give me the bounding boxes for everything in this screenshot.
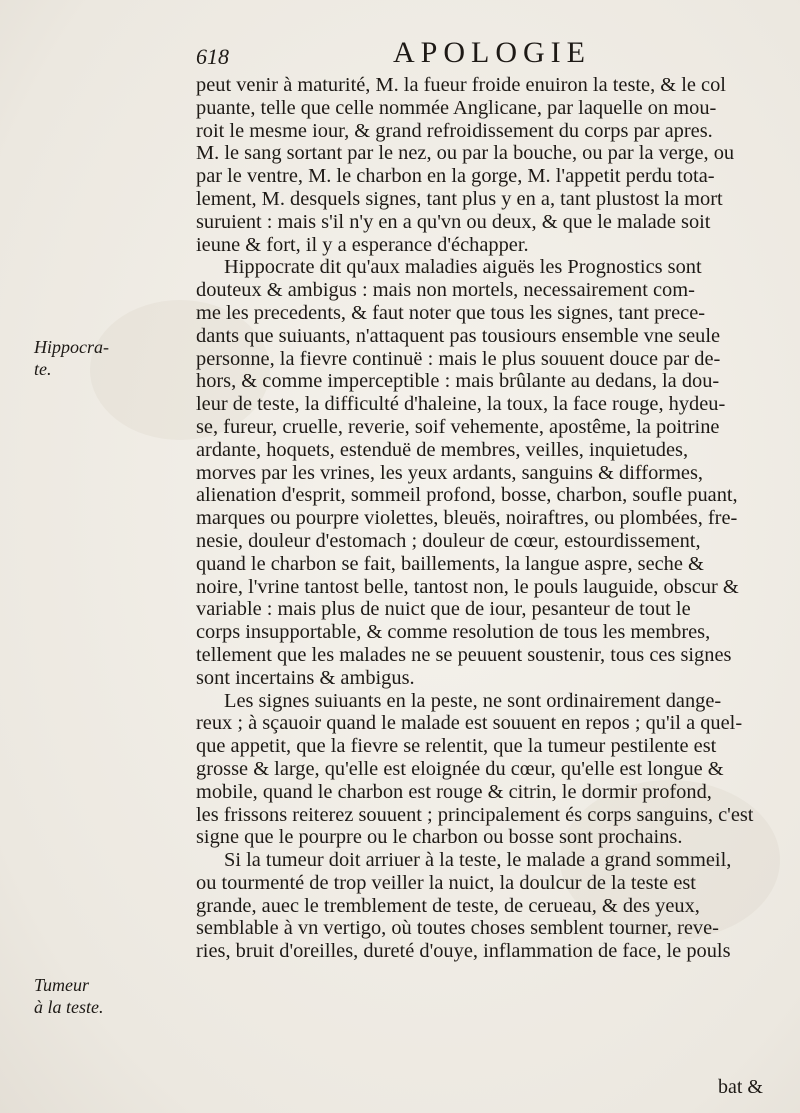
- margin-note-hippocrate: [34, 336, 154, 380]
- text-line: dants que suiuants, n'attaquent pas tousiours ensemble vne seule: [196, 324, 721, 347]
- text-line: ardante, hoquets, estenduë de membres, veilles, inquietudes,: [196, 438, 689, 461]
- page-header: [188, 34, 748, 70]
- text-line: Si la tumeur doit arriuer à la teste, le malade a grand sommeil,: [224, 849, 732, 872]
- text-line: tellement que les malades ne se peuuent soustenir, tous ces signes: [196, 643, 732, 666]
- text-line: sont incertains & ambigus.: [196, 666, 415, 689]
- margin-note-line: Tumeur: [34, 975, 90, 995]
- text-line: roit le mesme iour, & grand refroidissement du corps par apres.: [196, 119, 713, 142]
- margin-note-line: à la teste.: [34, 997, 104, 1017]
- margin-note-line: Hippocra-: [34, 337, 109, 357]
- text-line: douteux & ambigus : mais non mortels, necessairement com-: [196, 279, 695, 302]
- text-line: par le ventre, M. le charbon en la gorge, M. l'appetit perdu tota-: [196, 165, 715, 188]
- text-line: nesie, douleur d'estomach ; douleur de cœur, estourdissement,: [196, 529, 701, 552]
- text-line: ou tourmenté de trop veiller la nuict, la doulcur de la teste est: [196, 871, 696, 894]
- text-line: ries, bruit d'oreilles, dureté d'ouye, inflammation de face, le pouls: [196, 940, 731, 963]
- text-line: leur de teste, la difficulté d'haleine, la toux, la face rouge, hydeu-: [196, 393, 726, 416]
- text-line: mobile, quand le charbon est rouge & citrin, le dormir profond,: [196, 780, 712, 803]
- text-line: se, fureur, cruelle, reverie, soif vehemente, apostême, la poitrine: [196, 415, 720, 438]
- text-line: suruient : mais s'il n'y en a qu'vn ou deux, & que le malade soit: [196, 210, 711, 233]
- text-line: noire, l'vrine tantost belle, tantost non, le pouls lauguide, obscur &: [196, 575, 739, 598]
- text-line: corps insupportable, & comme resolution de tous les membres,: [196, 621, 711, 644]
- text-line: morves par les vrines, les yeux ardants, sanguins & difformes,: [196, 461, 704, 484]
- text-line: hors, & comme imperceptible : mais brûlante au dedans, la dou-: [196, 370, 720, 393]
- text-line: les frissons reiterez souuent ; principalement és corps sanguins, c'est: [196, 803, 754, 826]
- text-line: que appetit, que la fievre se relentit, que la tumeur pestilente est: [196, 735, 717, 758]
- text-line: peut venir à maturité, M. la fueur froide enuiron la teste, & le col: [196, 74, 726, 96]
- text-line: M. le sang sortant par le nez, ou par la bouche, ou par la verge, ou: [196, 142, 735, 165]
- page-number: 618: [196, 44, 229, 69]
- text-line: me les precedents, & faut noter que tous les signes, tant prece-: [196, 301, 706, 324]
- text-line: grande, auec le tremblement de teste, de cerueau, & des yeux,: [196, 894, 700, 917]
- text-line: quand le charbon se fait, baillements, la langue aspre, seche &: [196, 552, 704, 575]
- text-line: lement, M. desquels signes, tant plus y en a, tant plustost la mort: [196, 187, 723, 210]
- text-line: grosse & large, qu'elle est eloignée du cœur, qu'elle est longue &: [196, 757, 724, 780]
- text-line: puante, telle que celle nommée Anglicane, par laquelle on mou-: [196, 96, 717, 119]
- text-line: ieune & fort, il y a esperance d'échapper.: [196, 233, 529, 256]
- text-line: alienation d'esprit, sommeil profond, bosse, charbon, soufle puant,: [196, 484, 738, 507]
- text-line: marques ou pourpre violettes, bleuës, noiraftres, ou plombées, fre-: [196, 507, 738, 530]
- margin-note-line: te.: [34, 359, 52, 379]
- text-line: personne, la fievre continuë : mais le plus souuent douce par de-: [196, 347, 721, 370]
- body-text: [196, 74, 781, 963]
- text-line: variable : mais plus de nuict que de iour, pesanteur de tout le: [196, 598, 691, 621]
- running-title: APOLOGIE: [393, 36, 591, 69]
- text-line: reux ; à sçauoir quand le malade est souuent en repos ; qu'il a quel-: [196, 712, 743, 735]
- catchword: bat &: [718, 1076, 763, 1098]
- text-line: Les signes suiuants en la peste, ne sont ordinairement dange-: [224, 689, 722, 712]
- text-line: semblable à vn vertigo, où toutes choses semblent tourner, reve-: [196, 917, 719, 940]
- margin-note-tumeur: [34, 974, 154, 1018]
- text-line: Hippocrate dit qu'aux maladies aiguës les Prognostics sont: [224, 256, 702, 279]
- text-line: signe que le pourpre ou le charbon ou bosse sont prochains.: [196, 826, 683, 849]
